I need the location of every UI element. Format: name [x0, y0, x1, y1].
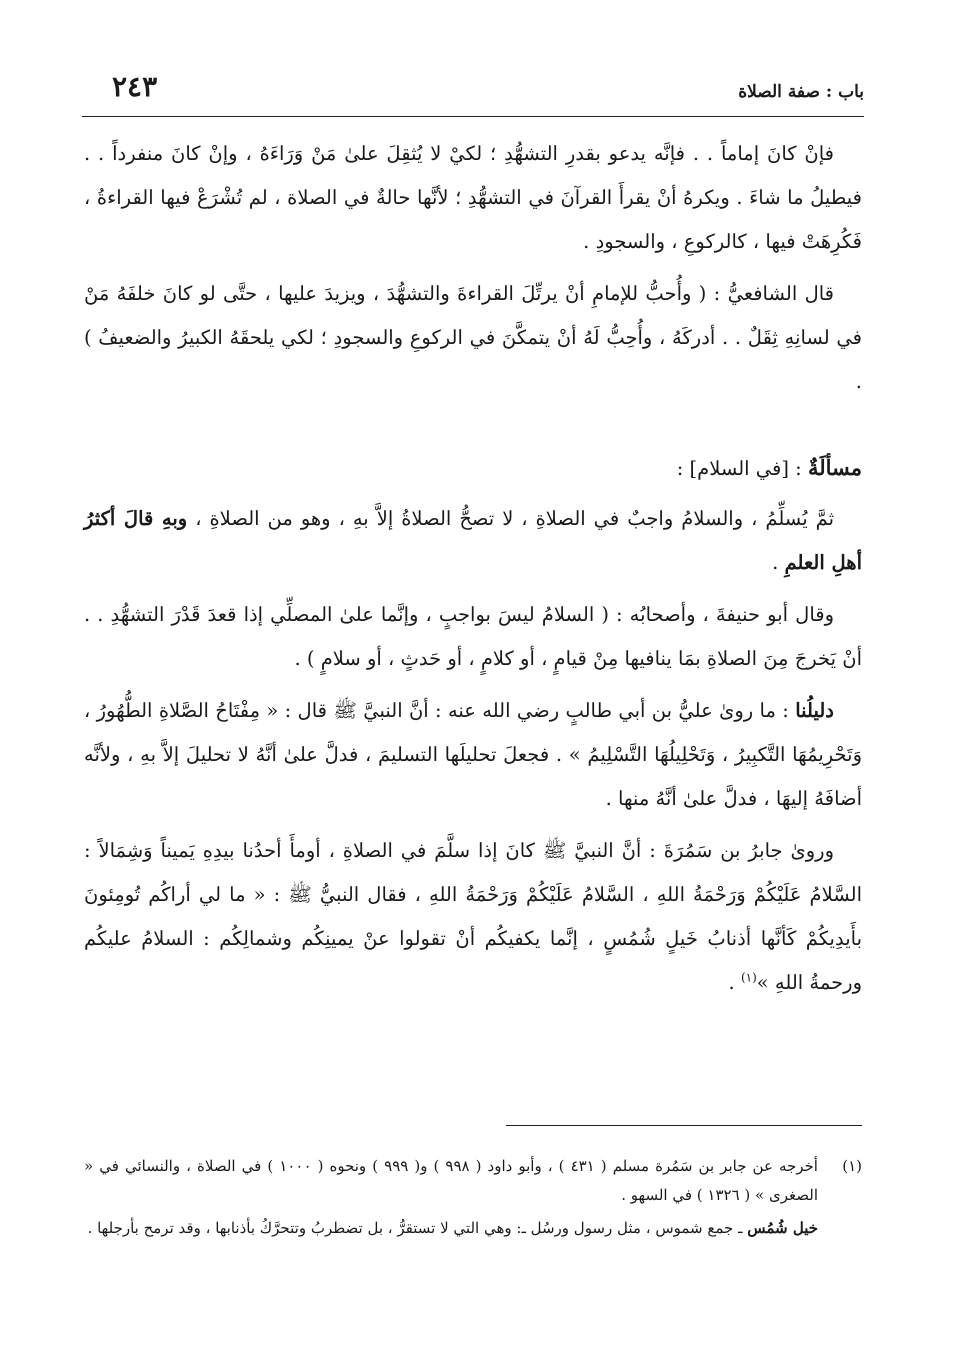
gloss-text: ـ جمع شموس ، مثل رسول ورسُل ـ: وهي التي لا تستقرُّ ، بل تضطربُ وتتحرَّكُ بأذنابها ، وقد ترمح بأرجلها . — [87, 1219, 748, 1237]
gloss-term: خيل شُمُس — [747, 1219, 818, 1237]
footnotes — [84, 1152, 862, 1247]
chapter-title: باب : صفة الصلاة — [738, 82, 864, 102]
majority-opinion: وبهِ قالَ أكثرُ أهلِ العلمِ — [84, 507, 862, 574]
issue-label: مسألَةٌ — [807, 455, 862, 480]
issue-topic: : [في السلام] : — [676, 457, 808, 480]
header-divider — [82, 116, 864, 117]
salam-obligation-end: . — [772, 551, 785, 574]
footnote-1 — [84, 1152, 862, 1210]
jabir-hadith-text: وروىٰ جابرُ بن سَمُرَةَ : أنَّ النبيَّ ﷺ كانَ إذا سلَّمَ في الصلاةِ ، أومأَ أحدُنا بيدِهِ يَميناً وَشِمَالاً : السَّلامُ عَلَيْكُمْ وَرَحْمَةُ اللهِ ، السَّلامُ عَلَيْكُمْ وَرَحْمَةُ اللهِ ، فقال النبيُّ ﷺ : « ما لي أراكُم تُومِئونَ بأَيدِيكُمْ كَأنَّها أذنابُ خَيلٍ شُمُسٍ ، إنَّما يكفيكُم أنْ تقولوا عنْ يمينِكُم وشمالِكُم : السلامُ عليكُم ورحمةُ اللهِ » — [84, 839, 862, 994]
paragraph-salam-obligation — [84, 497, 862, 585]
page-number: ٢٤٣ — [112, 70, 158, 103]
paragraph-evidence — [84, 689, 862, 821]
main-text — [84, 132, 862, 1013]
jabir-hadith-end: . — [728, 971, 741, 994]
salam-obligation-text: ثمَّ يُسلِّمُ ، والسلامُ واجبٌ في الصلاةِ ، لا تصحُّ الصلاةُ إلاَّ بهِ ، وهو من الصلاةِ ، — [187, 507, 835, 530]
paragraph-abu-hanifa: وقال أبو حنيفةَ ، وأصحابُه : ( السلامُ ليسَ بواجبٍ ، وإنَّما علىٰ المصلِّي إذا قعدَ قَدْرَ التشهُّدِ . . أنْ يَخرجَ مِنَ الصلاةِ بمَا ينافيها مِنْ قيامٍ ، أو كلامٍ ، أو حَدثٍ ، أو سلامٍ ) . — [84, 603, 862, 670]
paragraph-jabir-hadith — [84, 829, 862, 1005]
running-header — [82, 66, 864, 110]
footnote-1-text: أخرجه عن جابر بن سَمُرة مسلم ( ٤٣١ ) ، وأبو داود ( ٩٩٨ ) و( ٩٩٩ ) ونحوه ( ١٠٠٠ ) في الصلاة ، والنسائي في « الصغرى » ( ١٣٢٦ ) في السهو . — [84, 1157, 818, 1204]
footnote-gloss-body — [84, 1214, 862, 1243]
issue-heading — [84, 446, 862, 491]
paragraph-shafii-quote: قال الشافعيُّ : ( وأُحبُّ للإمامِ أنْ يرتِّلَ القراءةَ والتشهُّدَ ، ويزيدَ عليها ، حتَّى لو كانَ خلفَهُ مَنْ في لسانِهِ ثِقَلٌ . . أدركَهُ ، وأُحِبُّ لَهُ أنْ يتمكَّنَ في الركوعِ والسجودِ ؛ لكي يلحقَهُ الكبيرُ والضعيفُ ) . — [84, 282, 862, 393]
footnote-1-gloss — [84, 1214, 862, 1243]
paragraph-imam-supplication: فإنْ كانَ إماماً . . فإنَّه يدعو بقدرِ التشهُّدِ ؛ لكيْ لا يُثقِلَ علىٰ مَنْ وَرَاءَهُ ، وإنْ كانَ منفرداً . . فيطيلُ ما شاءَ . ويكرهُ أنْ يقرأَ القرآنَ في التشهُّدِ ؛ لأنَّها حالةٌ في الصلاة ، لم تُشْرَعْ فيها القراءةُ ، فَكُرِهَتْ فيها ، كالركوعِ ، والسجودِ . — [84, 142, 862, 253]
footnote-1-number: (١) — [842, 1157, 862, 1175]
evidence-label: دليلُنا — [795, 699, 834, 722]
footnote-reference[interactable]: (١) — [740, 970, 757, 985]
evidence-text: : ما روىٰ عليُّ بن أبي طالبٍ رضي الله عنه : أنَّ النبيَّ ﷺ قال : « مِفْتَاحُ الصَّلاةِ الطُّهُورُ ، وَتَحْرِيمُهَا التَّكبِيرُ ، وَتَحْلِيلُهَا التَّسْلِيمُ » . فجعلَ تحليلَها التسليمَ ، فدلَّ علىٰ أنَّهُ لا تحليلَ إلاَّ بهِ ، ولأنَّه أضافَهُ إليهَا ، فدلَّ علىٰ أنَّهُ منها . — [84, 699, 862, 810]
footnote-divider — [506, 1125, 862, 1126]
section-spacer — [84, 412, 862, 446]
